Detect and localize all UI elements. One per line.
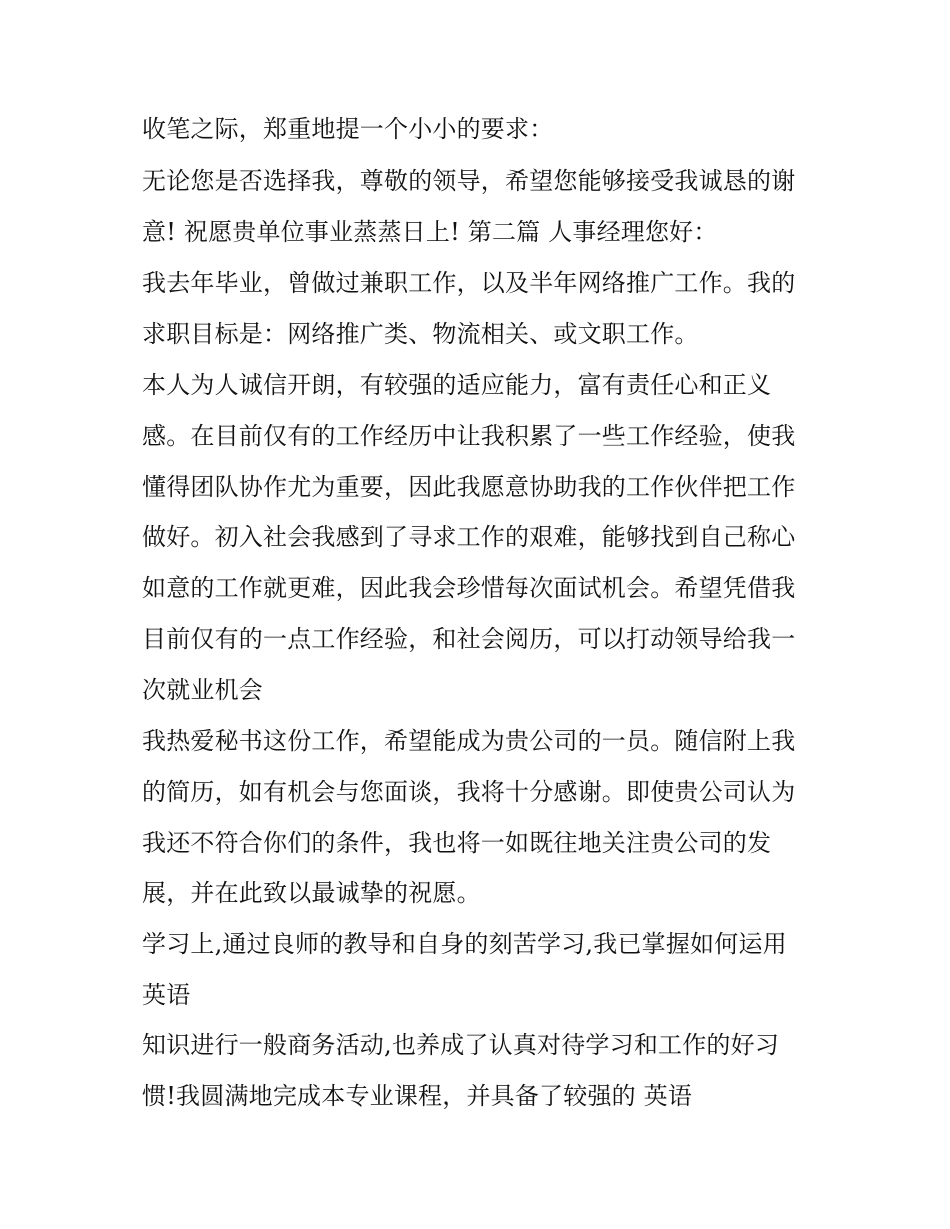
text-line: 的简历，如有机会与您面谈，我将十分感谢。即使贵公司认为	[142, 778, 796, 806]
text-line: 收笔之际，郑重地提一个小小的要求：	[142, 115, 554, 143]
text-line: 英语	[142, 981, 191, 1009]
text-line: 目前仅有的一点工作经验，和社会阅历，可以打动领导给我一	[142, 625, 796, 653]
text-line: 如意的工作就更难，因此我会珍惜每次面试机会。希望凭借我	[142, 574, 796, 602]
text-line: 意! 祝愿贵单位事业蒸蒸日上! 第二篇 人事经理您好：	[142, 218, 718, 246]
text-line: 我还不符合你们的条件，我也将一如既往地关注贵公司的发	[142, 829, 772, 857]
text-line: 做好。初入社会我感到了寻求工作的艰难，能够找到自己称心	[142, 523, 796, 551]
text-line: 懂得团队协作尤为重要，因此我愿意协助我的工作伙伴把工作	[142, 473, 796, 501]
text-line: 次就业机会	[142, 676, 263, 704]
text-line: 感。在目前仅有的工作经历中让我积累了一些工作经验，使我	[142, 422, 796, 450]
text-line: 知识进行一般商务活动,也养成了认真对待学习和工作的好习	[142, 1031, 780, 1059]
text-line: 求职目标是：网络推广类、物流相关、或文职工作。	[142, 320, 699, 348]
text-line: 展，并在此致以最诚挚的祝愿。	[142, 879, 481, 907]
text-line: 惯!我圆满地完成本专业课程，并具备了较强的 英语	[142, 1082, 693, 1110]
text-line: 我去年毕业，曾做过兼职工作，以及半年网络推广工作。我的	[142, 269, 796, 297]
text-line: 我热爱秘书这份工作，希望能成为贵公司的一员。随信附上我	[142, 727, 796, 755]
text-line: 学习上,通过良师的教导和自身的刻苦学习,我已掌握如何运用	[142, 930, 787, 958]
text-line: 无论您是否选择我，尊敬的领导，希望您能够接受我诚恳的谢	[142, 167, 796, 195]
text-line: 本人为人诚信开朗，有较强的适应能力，富有责任心和正义	[142, 371, 772, 399]
